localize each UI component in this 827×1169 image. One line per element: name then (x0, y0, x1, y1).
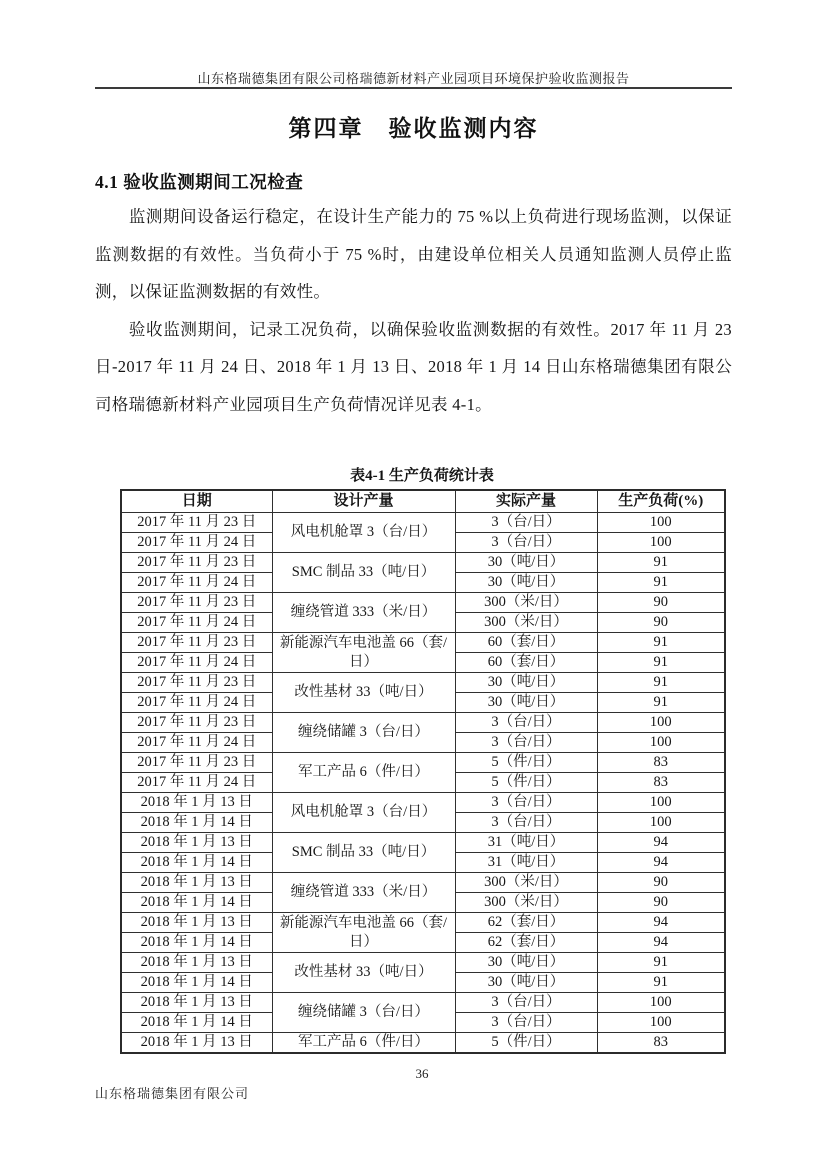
production-load-cell: 100 (597, 813, 725, 833)
actual-output-cell: 30（吨/日） (455, 573, 597, 593)
production-load-cell: 94 (597, 853, 725, 873)
table-row (121, 553, 725, 573)
production-table-body (121, 513, 725, 1054)
production-load-cell: 91 (597, 573, 725, 593)
production-load-cell: 91 (597, 953, 725, 973)
design-output-cell: 新能源汽车电池盖 66（套/日） (272, 913, 455, 953)
production-load-cell: 91 (597, 553, 725, 573)
production-load-cell: 90 (597, 613, 725, 633)
actual-output-cell: 3（台/日） (455, 533, 597, 553)
production-load-cell: 91 (597, 633, 725, 653)
design-output-cell: 改性基材 33（吨/日） (272, 953, 455, 993)
actual-output-cell: 300（米/日） (455, 613, 597, 633)
table-header-row (121, 490, 725, 513)
date-cell: 2018 年 1 月 13 日 (121, 833, 272, 853)
production-load-cell: 91 (597, 973, 725, 993)
table-caption: 表4-1 生产负荷统计表 (350, 468, 494, 484)
actual-output-cell: 3（台/日） (455, 793, 597, 813)
production-load-cell: 83 (597, 1033, 725, 1054)
design-output-cell: 改性基材 33（吨/日） (272, 673, 455, 713)
date-cell: 2017 年 11 月 24 日 (121, 613, 272, 633)
actual-output-cell: 300（米/日） (455, 873, 597, 893)
date-cell: 2018 年 1 月 13 日 (121, 1033, 272, 1054)
production-load-cell: 100 (597, 513, 725, 533)
actual-output-cell: 3（台/日） (455, 993, 597, 1013)
section-heading: 4.1 验收监测期间工况检查 (95, 172, 304, 192)
actual-output-cell: 30（吨/日） (455, 553, 597, 573)
actual-output-cell: 5（件/日） (455, 1033, 597, 1054)
production-load-cell: 100 (597, 1013, 725, 1033)
actual-output-cell: 3（台/日） (455, 733, 597, 753)
date-cell: 2017 年 11 月 23 日 (121, 633, 272, 653)
actual-output-cell: 3（台/日） (455, 813, 597, 833)
date-cell: 2018 年 1 月 14 日 (121, 893, 272, 913)
footer-company-name: 山东格瑞德集团有限公司 (95, 1086, 250, 1101)
actual-output-cell: 62（套/日） (455, 913, 597, 933)
actual-output-cell: 31（吨/日） (455, 833, 597, 853)
date-cell: 2018 年 1 月 13 日 (121, 913, 272, 933)
production-load-cell: 94 (597, 833, 725, 853)
actual-output-cell: 5（件/日） (455, 753, 597, 773)
date-cell: 2018 年 1 月 13 日 (121, 873, 272, 893)
production-load-cell: 90 (597, 593, 725, 613)
date-cell: 2018 年 1 月 14 日 (121, 853, 272, 873)
actual-output-cell: 30（吨/日） (455, 973, 597, 993)
table-row (121, 513, 725, 533)
table-row (121, 793, 725, 813)
design-output-cell: 缠绕管道 333（米/日） (272, 873, 455, 913)
date-cell: 2017 年 11 月 23 日 (121, 713, 272, 733)
header-divider (95, 87, 732, 89)
production-load-cell: 100 (597, 993, 725, 1013)
date-cell: 2018 年 1 月 14 日 (121, 813, 272, 833)
actual-output-cell: 31（吨/日） (455, 853, 597, 873)
table-row (121, 993, 725, 1013)
header-date: 日期 (121, 490, 272, 513)
actual-output-cell: 5（件/日） (455, 773, 597, 793)
production-load-cell: 91 (597, 653, 725, 673)
actual-output-cell: 3（台/日） (455, 1013, 597, 1033)
table-row (121, 713, 725, 733)
table-row (121, 953, 725, 973)
design-output-cell: 军工产品 6（件/日） (272, 753, 455, 793)
production-load-cell: 90 (597, 873, 725, 893)
date-cell: 2018 年 1 月 14 日 (121, 973, 272, 993)
production-load-cell: 83 (597, 753, 725, 773)
date-cell: 2017 年 11 月 23 日 (121, 593, 272, 613)
table-row (121, 913, 725, 933)
header-actual-output: 实际产量 (455, 490, 597, 513)
date-cell: 2017 年 11 月 24 日 (121, 653, 272, 673)
design-output-cell: 缠绕储罐 3（台/日） (272, 713, 455, 753)
date-cell: 2017 年 11 月 24 日 (121, 573, 272, 593)
production-load-cell: 90 (597, 893, 725, 913)
date-cell: 2017 年 11 月 23 日 (121, 753, 272, 773)
table-row (121, 593, 725, 613)
design-output-cell: 缠绕管道 333（米/日） (272, 593, 455, 633)
production-load-cell: 94 (597, 913, 725, 933)
chapter-title: 第四章 验收监测内容 (288, 116, 539, 141)
actual-output-cell: 30（吨/日） (455, 693, 597, 713)
header-production-load: 生产负荷(%) (597, 490, 725, 513)
design-output-cell: 军工产品 6（件/日） (272, 1033, 455, 1054)
table-row (121, 633, 725, 653)
date-cell: 2017 年 11 月 23 日 (121, 673, 272, 693)
date-cell: 2018 年 1 月 13 日 (121, 993, 272, 1013)
production-load-cell: 94 (597, 933, 725, 953)
date-cell: 2017 年 11 月 24 日 (121, 533, 272, 553)
paragraph-1: 监测期间设备运行稳定，在设计生产能力的 75 %以上负荷进行现场监测，以保证监测数据的有效性。当负荷小于 75 %时，由建设单位相关人员通知监测人员停止监测，以保证监测数据的有效性。 (95, 207, 732, 301)
date-cell: 2017 年 11 月 23 日 (121, 553, 272, 573)
table-row (121, 833, 725, 853)
date-cell: 2017 年 11 月 23 日 (121, 513, 272, 533)
date-cell: 2018 年 1 月 14 日 (121, 933, 272, 953)
production-load-table (120, 489, 724, 1054)
table-row (121, 673, 725, 693)
design-output-cell: 风电机舱罩 3（台/日） (272, 513, 455, 553)
date-cell: 2017 年 11 月 24 日 (121, 773, 272, 793)
design-output-cell: SMC 制品 33（吨/日） (272, 553, 455, 593)
date-cell: 2017 年 11 月 24 日 (121, 693, 272, 713)
actual-output-cell: 30（吨/日） (455, 953, 597, 973)
date-cell: 2018 年 1 月 13 日 (121, 953, 272, 973)
production-load-cell: 83 (597, 773, 725, 793)
table-row (121, 1033, 725, 1054)
table-row (121, 753, 725, 773)
production-load-cell: 100 (597, 713, 725, 733)
page-number: 36 (415, 1066, 429, 1081)
actual-output-cell: 3（台/日） (455, 513, 597, 533)
design-output-cell: 风电机舱罩 3（台/日） (272, 793, 455, 833)
actual-output-cell: 300（米/日） (455, 593, 597, 613)
design-output-cell: SMC 制品 33（吨/日） (272, 833, 455, 873)
date-cell: 2018 年 1 月 13 日 (121, 793, 272, 813)
production-load-cell: 91 (597, 673, 725, 693)
actual-output-cell: 62（套/日） (455, 933, 597, 953)
production-load-cell: 91 (597, 693, 725, 713)
actual-output-cell: 60（套/日） (455, 653, 597, 673)
design-output-cell: 新能源汽车电池盖 66（套/日） (272, 633, 455, 673)
production-load-cell: 100 (597, 733, 725, 753)
report-header-title: 山东格瑞德集团有限公司格瑞德新材料产业园项目环境保护验收监测报告 (197, 71, 630, 86)
paragraph-2: 验收监测期间，记录工况负荷，以确保验收监测数据的有效性。2017 年 11 月 23 日-2017 年 11 月 24 日、2018 年 1 月 13 日、2018 年 1 月 14 日山东格瑞德集团有限公司格瑞德新材料产业园项目生产负荷情况详见表 4-1。 (95, 319, 732, 414)
production-load-cell: 100 (597, 533, 725, 553)
actual-output-cell: 3（台/日） (455, 713, 597, 733)
table-row (121, 873, 725, 893)
date-cell: 2018 年 1 月 14 日 (121, 1013, 272, 1033)
actual-output-cell: 300（米/日） (455, 893, 597, 913)
header-design-output: 设计产量 (272, 490, 455, 513)
body-text (95, 198, 732, 423)
actual-output-cell: 60（套/日） (455, 633, 597, 653)
actual-output-cell: 30（吨/日） (455, 673, 597, 693)
date-cell: 2017 年 11 月 24 日 (121, 733, 272, 753)
production-load-cell: 100 (597, 793, 725, 813)
design-output-cell: 缠绕储罐 3（台/日） (272, 993, 455, 1033)
